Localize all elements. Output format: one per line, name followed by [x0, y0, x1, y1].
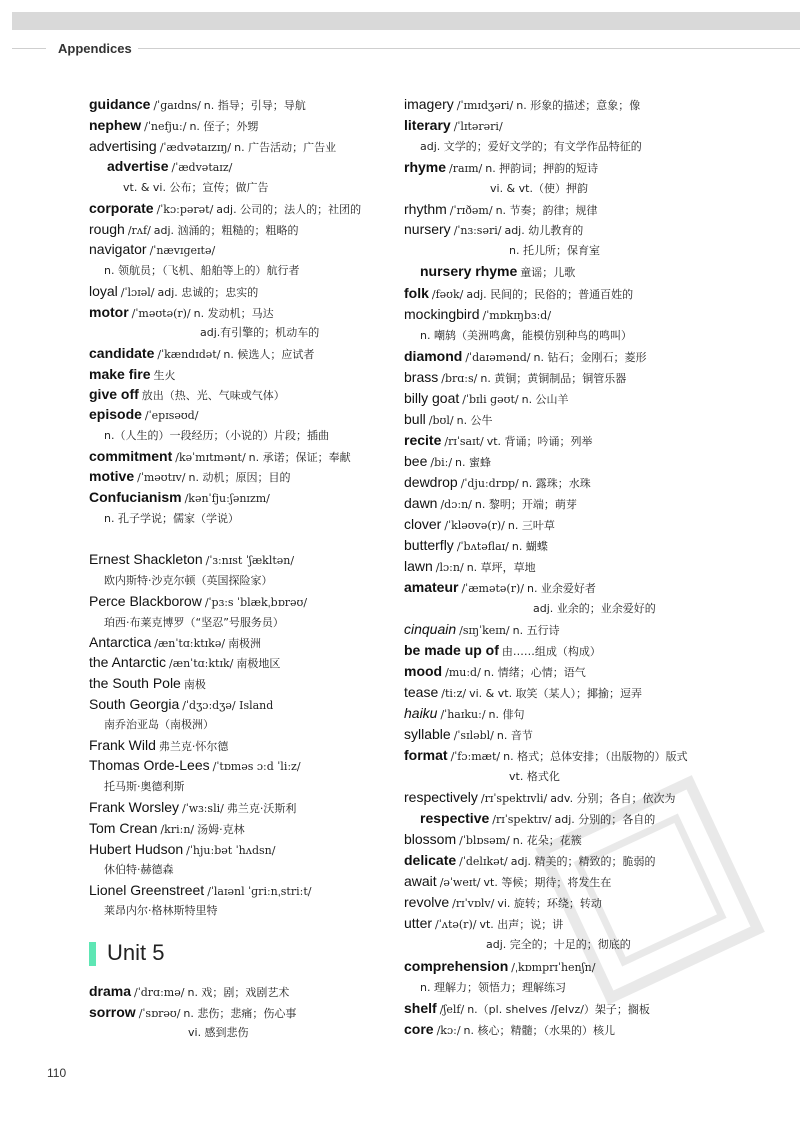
headword: respective [420, 810, 490, 826]
glossary-line [420, 263, 575, 280]
phonetic: /ˈædvətaɪzɪŋ/ [159, 141, 232, 154]
glossary-line [89, 304, 274, 321]
gloss: adj. 忠诚的；忠实的 [157, 286, 259, 299]
gloss: adj. 完全的；十足的；彻底的 [486, 938, 631, 951]
headword: nephew [89, 117, 142, 133]
gloss: adj. 汹涌的；粗糙的；粗略的 [153, 224, 299, 237]
gloss: n. 格式；总体安排；（出版物的）版式 [503, 750, 688, 763]
headword: blossom [404, 831, 457, 847]
phonetic: /ˌkɒmprɪˈhenʃn/ [511, 961, 596, 974]
headword: be made up of [404, 642, 499, 658]
gloss: n. 托儿所；保育室 [509, 244, 600, 257]
headword: revolve [404, 894, 450, 910]
headword: Thomas Orde-Lees [89, 757, 210, 773]
glossary-line [404, 453, 491, 470]
phonetic: /ʃelf/ [439, 1003, 465, 1016]
headword: corporate [89, 200, 154, 216]
section-title: Appendices [58, 41, 132, 56]
glossary-line [404, 474, 591, 491]
glossary-line [89, 489, 273, 505]
headword: motor [89, 304, 129, 320]
headword: make fire [89, 366, 151, 382]
glossary-line [123, 179, 268, 195]
gloss: n. 情绪；心情；语气 [483, 666, 586, 679]
gloss: n. 节奏；韵律；规律 [495, 204, 598, 217]
gloss: n. 侄子；外甥 [189, 120, 259, 133]
phonetic: /raɪm/ [449, 162, 483, 175]
headword: Perce Blackborow [89, 593, 202, 609]
headword: brass [404, 369, 439, 385]
phonetic: /bʊl/ [428, 414, 454, 427]
gloss: 童谣；儿歌 [520, 266, 576, 279]
glossary-line [404, 159, 598, 176]
phonetic: /ˈfɔːmæt/ [450, 750, 501, 763]
headword: respectively [404, 789, 478, 805]
gloss: n. 押韵词；押韵的短诗 [485, 162, 599, 175]
glossary-line [89, 366, 175, 383]
glossary-line [404, 579, 596, 596]
gloss: n. 音节 [496, 729, 533, 742]
gloss: vt. 出声；说；讲 [479, 918, 564, 931]
phonetic: /ˈsɒrəʊ/ [138, 1007, 181, 1020]
phonetic: /ˈwɜːsli/ [181, 802, 224, 815]
glossary-line [104, 614, 284, 630]
glossary-line [404, 958, 598, 974]
glossary-line [404, 915, 563, 932]
phonetic: /kɔː/ [436, 1024, 461, 1037]
phonetic: /ˈɪmɪdʒəri/ [456, 99, 514, 112]
glossary-line [104, 861, 174, 877]
headword: diamond [404, 348, 463, 364]
glossary-line [107, 158, 235, 174]
gloss: vt. 格式化 [509, 770, 560, 783]
gloss: vt. 背诵；吟诵；列举 [486, 435, 593, 448]
gloss: adj. 业余的；业余爱好的 [533, 602, 656, 615]
headword: advertise [107, 158, 169, 174]
phonetic: /kriːn/ [160, 823, 195, 836]
phonetic: /ˈlɔɪəl/ [120, 286, 155, 299]
headword: billy goat [404, 390, 460, 406]
glossary-line [533, 600, 656, 616]
gloss: n. 三叶草 [507, 519, 555, 532]
phonetic: /kənˈfjuːʃənɪzm/ [184, 492, 270, 505]
phonetic: /ˈædvətaɪz/ [171, 161, 233, 174]
headword: candidate [89, 345, 155, 361]
phonetic: /ˈməʊtɪv/ [137, 471, 186, 484]
glossary-line [104, 902, 218, 918]
phonetic: /ˈmɒkɪŋbɜːd/ [482, 309, 552, 322]
glossary-line [404, 495, 577, 512]
gloss: 南乔治亚岛（南极洲） [104, 718, 214, 731]
phonetic: /ˈepɪsəʊd/ [144, 409, 199, 422]
gloss: 弗兰克·沃斯利 [226, 802, 297, 815]
glossary-line [404, 642, 601, 659]
gloss: n. 形象的描述；意象；像 [516, 99, 641, 112]
gloss: n. 钻石；金刚石；菱形 [533, 351, 647, 364]
glossary-line [420, 979, 566, 995]
headword: comprehension [404, 958, 509, 974]
glossary-line [404, 684, 642, 701]
gloss: vt. 等候；期待；将发生在 [483, 876, 612, 889]
phonetic: /rʌf/ [127, 224, 151, 237]
gloss: n. 悲伤；悲痛；伤心事 [183, 1007, 297, 1020]
headword: literary [404, 117, 451, 133]
phonetic: /rɪˈsaɪt/ [444, 435, 484, 448]
glossary-line [188, 1024, 249, 1040]
phonetic: /ˈkləʊvə(r)/ [444, 519, 505, 532]
glossary-line [200, 324, 319, 340]
gloss: 放出（热、光、气味或气体） [141, 389, 285, 402]
headword: Hubert Hudson [89, 841, 184, 857]
glossary-line [89, 241, 218, 257]
glossary-line [104, 510, 239, 526]
phonetic: /brɑːs/ [441, 372, 478, 385]
glossary-line [404, 369, 626, 386]
phonetic: /ˈdjuːdrɒp/ [460, 477, 519, 490]
glossary-line [420, 138, 642, 154]
glossary-line [89, 283, 258, 300]
gloss: adj.有引擎的；机动车的 [200, 326, 320, 339]
headword: nursery rhyme [420, 263, 518, 279]
phonetic: /rɪˈvɒlv/ [452, 897, 495, 910]
headword: butterfly [404, 537, 454, 553]
headword: imagery [404, 96, 454, 112]
gloss: n. 指导；引导；导航 [203, 99, 306, 112]
glossary-line [404, 411, 493, 428]
gloss: 莱昂内尔·格林斯特里特 [104, 904, 218, 917]
glossary-line [89, 386, 285, 403]
gloss: adj. 分别的；各自的 [554, 813, 656, 826]
headword: rough [89, 221, 125, 237]
gloss: vt. & vi. 公布；宣传；做广告 [123, 181, 269, 194]
glossary-line [89, 551, 297, 567]
gloss: n. 露珠；水珠 [521, 477, 591, 490]
headword: Lionel Greenstreet [89, 882, 205, 898]
phonetic: /lɔːn/ [435, 561, 464, 574]
glossary-line [404, 221, 583, 238]
phonetic: /fəʊk/ [431, 288, 464, 301]
gloss: n. 发动机；马达 [193, 307, 274, 320]
phonetic: /ˈlaɪənl ˈɡriːnˌstriːt/ [207, 885, 312, 898]
headword: advertising [89, 138, 157, 154]
glossary-line [404, 663, 586, 680]
glossary-line [89, 696, 276, 712]
phonetic: /ˈæmətə(r)/ [461, 582, 524, 595]
glossary-line [89, 221, 299, 238]
gloss: adv. 分别；各自；依次为 [550, 792, 676, 805]
headword: Confucianism [89, 489, 182, 505]
headword: clover [404, 516, 442, 532]
gloss: n. 花朵；花簇 [512, 834, 582, 847]
glossary-line [89, 820, 245, 837]
glossary-line [490, 180, 588, 196]
headword: shelf [404, 1000, 437, 1016]
headword: sorrow [89, 1004, 136, 1020]
glossary-line [89, 117, 258, 134]
headword: lawn [404, 558, 433, 574]
glossary-line [404, 117, 506, 133]
headword: core [404, 1021, 434, 1037]
gloss: vi. 旋转；环绕；转动 [497, 897, 602, 910]
gloss: adj. 文学的；爱好文学的；有文学作品特征的 [420, 140, 642, 153]
headword: recite [404, 432, 442, 448]
header-rule-left [12, 48, 46, 49]
headword: bee [404, 453, 428, 469]
phonetic: /ˈpɜːs ˈblækˌbɒrəʊ/ [204, 596, 308, 609]
headword: Antarctica [89, 634, 152, 650]
gloss: n. 俳句 [488, 708, 525, 721]
phonetic: /ˈhjuːbət ˈhʌdsn/ [186, 844, 276, 857]
headword: Tom Crean [89, 820, 158, 836]
headword: Ernest Shackleton [89, 551, 203, 567]
gloss: n. 五行诗 [512, 624, 560, 637]
glossary-line [104, 716, 214, 732]
glossary-line [404, 516, 555, 533]
phonetic: /ˈnævɪɡeɪtə/ [149, 244, 216, 257]
gloss: n.（pl. shelves /ʃelvz/）架子；搁板 [467, 1003, 650, 1016]
headword: dawn [404, 495, 438, 511]
glossary-line [509, 768, 560, 784]
gloss: n. 蜜蜂 [455, 456, 492, 469]
glossary-line [89, 200, 361, 217]
glossary-line [89, 841, 278, 857]
gloss: vi. 感到悲伤 [188, 1026, 249, 1039]
headword: amateur [404, 579, 459, 595]
gloss: n. 广告活动；广告业 [234, 141, 337, 154]
gloss: 由……组成（构成） [501, 645, 601, 658]
gloss: n. 蝴蝶 [511, 540, 548, 553]
phonetic: /sɪŋˈkeɪn/ [459, 624, 510, 637]
glossary-line [89, 345, 314, 362]
phonetic: /dɔːn/ [440, 498, 472, 511]
glossary-line [104, 572, 273, 588]
glossary-line [404, 390, 569, 407]
phonetic: /muːd/ [445, 666, 481, 679]
glossary-line [420, 327, 632, 343]
glossary-line [89, 737, 228, 754]
gloss: n. 承诺；保证；奉献 [248, 451, 351, 464]
glossary-line [104, 778, 185, 794]
phonetic: /ˈʌtə(r)/ [435, 918, 477, 931]
glossary-line [89, 96, 306, 113]
gloss: 生火 [153, 369, 176, 382]
gloss: n. 黎明；开端；萌芽 [474, 498, 577, 511]
gloss: n. 嘲鸫（美洲鸣禽，能模仿别种鸟的鸣叫） [420, 329, 632, 342]
phonetic: /ˈkɔːpərət/ [156, 203, 214, 216]
glossary-line [404, 285, 633, 302]
headword: nursery [404, 221, 451, 237]
glossary-line [404, 537, 548, 554]
headword: commitment [89, 448, 173, 464]
gloss: n. 动机；原因；目的 [188, 471, 291, 484]
phonetic: /ˈnɜːsəri/ [453, 224, 502, 237]
glossary-line [89, 468, 290, 485]
headword: Frank Wild [89, 737, 156, 753]
phonetic: /ˈɜːnɪst ˈʃækltən/ [205, 554, 295, 567]
glossary-line [404, 747, 688, 764]
headword: tease [404, 684, 439, 700]
phonetic: /ˈdelɪkət/ [459, 855, 508, 868]
glossary-line [404, 432, 593, 449]
headword: format [404, 747, 448, 763]
glossary-line [89, 406, 201, 422]
glossary-line [89, 634, 261, 651]
headword: the South Pole [89, 675, 181, 691]
headword: loyal [89, 283, 118, 299]
gloss: n. 草坪，草地 [466, 561, 536, 574]
phonetic: /əˈweɪt/ [439, 876, 481, 889]
page-number: 110 [47, 1066, 67, 1080]
gloss: n. 业余爱好者 [526, 582, 596, 595]
gloss: 欧内斯特·沙克尔顿（英国探险家） [104, 574, 273, 587]
glossary-line [404, 96, 640, 113]
headword: syllable [404, 726, 451, 742]
gloss: n. 黄铜；黄铜制品；铜管乐器 [480, 372, 627, 385]
gloss: n. 领航员；（飞机、船舶等上的）航行者 [104, 264, 300, 277]
glossary-line [404, 1021, 615, 1038]
phonetic: /ˈdaɪəmənd/ [465, 351, 531, 364]
phonetic: /ˈlɪtərəri/ [453, 120, 503, 133]
headword: await [404, 873, 437, 889]
glossary-line [89, 882, 314, 898]
gloss: 南极地区 [236, 657, 281, 670]
headword: folk [404, 285, 429, 301]
gloss: 南极 [183, 678, 206, 691]
glossary-line [89, 757, 304, 773]
gloss: n. 核心；精髓；（水果的）核儿 [463, 1024, 615, 1037]
gloss: adj. 精美的；精致的；脆弱的 [510, 855, 656, 868]
phonetic: /ˈnefjuː/ [144, 120, 187, 133]
phonetic: /rɪˈspektɪvli/ [480, 792, 548, 805]
phonetic: /ˈblɒsəm/ [459, 834, 510, 847]
gloss: n. 候选人；应试者 [223, 348, 315, 361]
glossary-line [404, 558, 536, 575]
gloss: 弗兰克·怀尔德 [158, 740, 229, 753]
glossary-line [89, 983, 289, 1000]
headword: episode [89, 406, 142, 422]
headword: rhyme [404, 159, 447, 175]
headword: give off [89, 386, 139, 402]
gloss: vi. & vt. 取笑（某人）；揶揄；逗弄 [469, 687, 643, 700]
phonetic: /ˈbʌtəflaɪ/ [456, 540, 509, 553]
unit-heading-text: Unit 5 [107, 940, 165, 965]
gloss: 托马斯·奥德利斯 [104, 780, 185, 793]
headword: rhythm [404, 201, 447, 217]
gloss: n. 理解力；领悟力；理解练习 [420, 981, 566, 994]
glossary-line [404, 306, 554, 322]
headword: motive [89, 468, 135, 484]
headword: utter [404, 915, 433, 931]
headword: delicate [404, 852, 457, 868]
gloss: 珀西·布莱克博罗（“坚忍”号服务员） [104, 616, 284, 629]
glossary-line [89, 448, 351, 465]
headword: haiku [404, 705, 438, 721]
phonetic: /ˈbɪli ɡəʊt/ [462, 393, 519, 406]
phonetic: /biː/ [430, 456, 453, 469]
gloss: n.（人生的）一段经历；（小说的）片段；插曲 [104, 429, 329, 442]
phonetic: /ænˈtɑːktɪkə/ [154, 637, 226, 650]
glossary-line [509, 242, 600, 258]
gloss: n. 孔子学说；儒家（学说） [104, 512, 239, 525]
gloss: vi. & vt.（使）押韵 [490, 182, 588, 195]
phonetic: /ˈdʒɔːdʒə/ Island [182, 699, 274, 712]
headword: mockingbird [404, 306, 480, 322]
phonetic: /ˈsɪləbl/ [453, 729, 494, 742]
glossary-line [404, 705, 525, 722]
glossary-line [89, 654, 280, 671]
phonetic: /ˈtɒməs ɔːd ˈliːz/ [212, 760, 301, 773]
gloss: 汤姆·克林 [197, 823, 245, 836]
phonetic: /ˈrɪðəm/ [449, 204, 493, 217]
glossary-line [89, 138, 336, 155]
phonetic: /rɪˈspektɪv/ [492, 813, 552, 826]
headword: cinquain [404, 621, 457, 637]
headword: Frank Worsley [89, 799, 179, 815]
phonetic: /ˈdrɑːmə/ [134, 986, 185, 999]
glossary-line [104, 262, 299, 278]
phonetic: /ˈɡaɪdns/ [153, 99, 201, 112]
glossary-line [89, 1004, 296, 1021]
phonetic: /ˈhaɪkuː/ [440, 708, 486, 721]
headword: guidance [89, 96, 151, 112]
glossary-line [89, 799, 296, 816]
glossary-line [104, 427, 329, 443]
gloss: n. 公牛 [456, 414, 493, 427]
glossary-line [404, 348, 646, 365]
phonetic: /ænˈtɑːktɪk/ [169, 657, 234, 670]
gloss: 休伯特·赫德森 [104, 863, 174, 876]
headword: mood [404, 663, 443, 679]
unit-heading-bar [89, 942, 96, 966]
headword: dewdrop [404, 474, 458, 490]
glossary-line [404, 726, 533, 743]
gloss: adj. 民间的；民俗的；普通百姓的 [466, 288, 634, 301]
headword: the Antarctic [89, 654, 167, 670]
phonetic: /ˈkændɪdət/ [157, 348, 221, 361]
gloss: n. 公山羊 [521, 393, 569, 406]
headword: South Georgia [89, 696, 180, 712]
phonetic: /ˈməʊtə(r)/ [131, 307, 191, 320]
glossary-line [404, 621, 560, 638]
headword: drama [89, 983, 132, 999]
headword: navigator [89, 241, 147, 257]
gloss: adj. 幼儿教育的 [504, 224, 584, 237]
gloss: 南极洲 [228, 637, 262, 650]
gloss: adj. 公司的；法人的；社团的 [216, 203, 362, 216]
glossary-line [89, 675, 206, 692]
header-rule [138, 48, 800, 49]
glossary-line [404, 201, 598, 218]
headword: bull [404, 411, 426, 427]
glossary-line [89, 593, 310, 609]
top-band [12, 12, 800, 30]
gloss: n. 戏；剧；戏剧艺术 [187, 986, 290, 999]
phonetic: /tiːz/ [441, 687, 467, 700]
phonetic: /kəˈmɪtmənt/ [175, 451, 246, 464]
